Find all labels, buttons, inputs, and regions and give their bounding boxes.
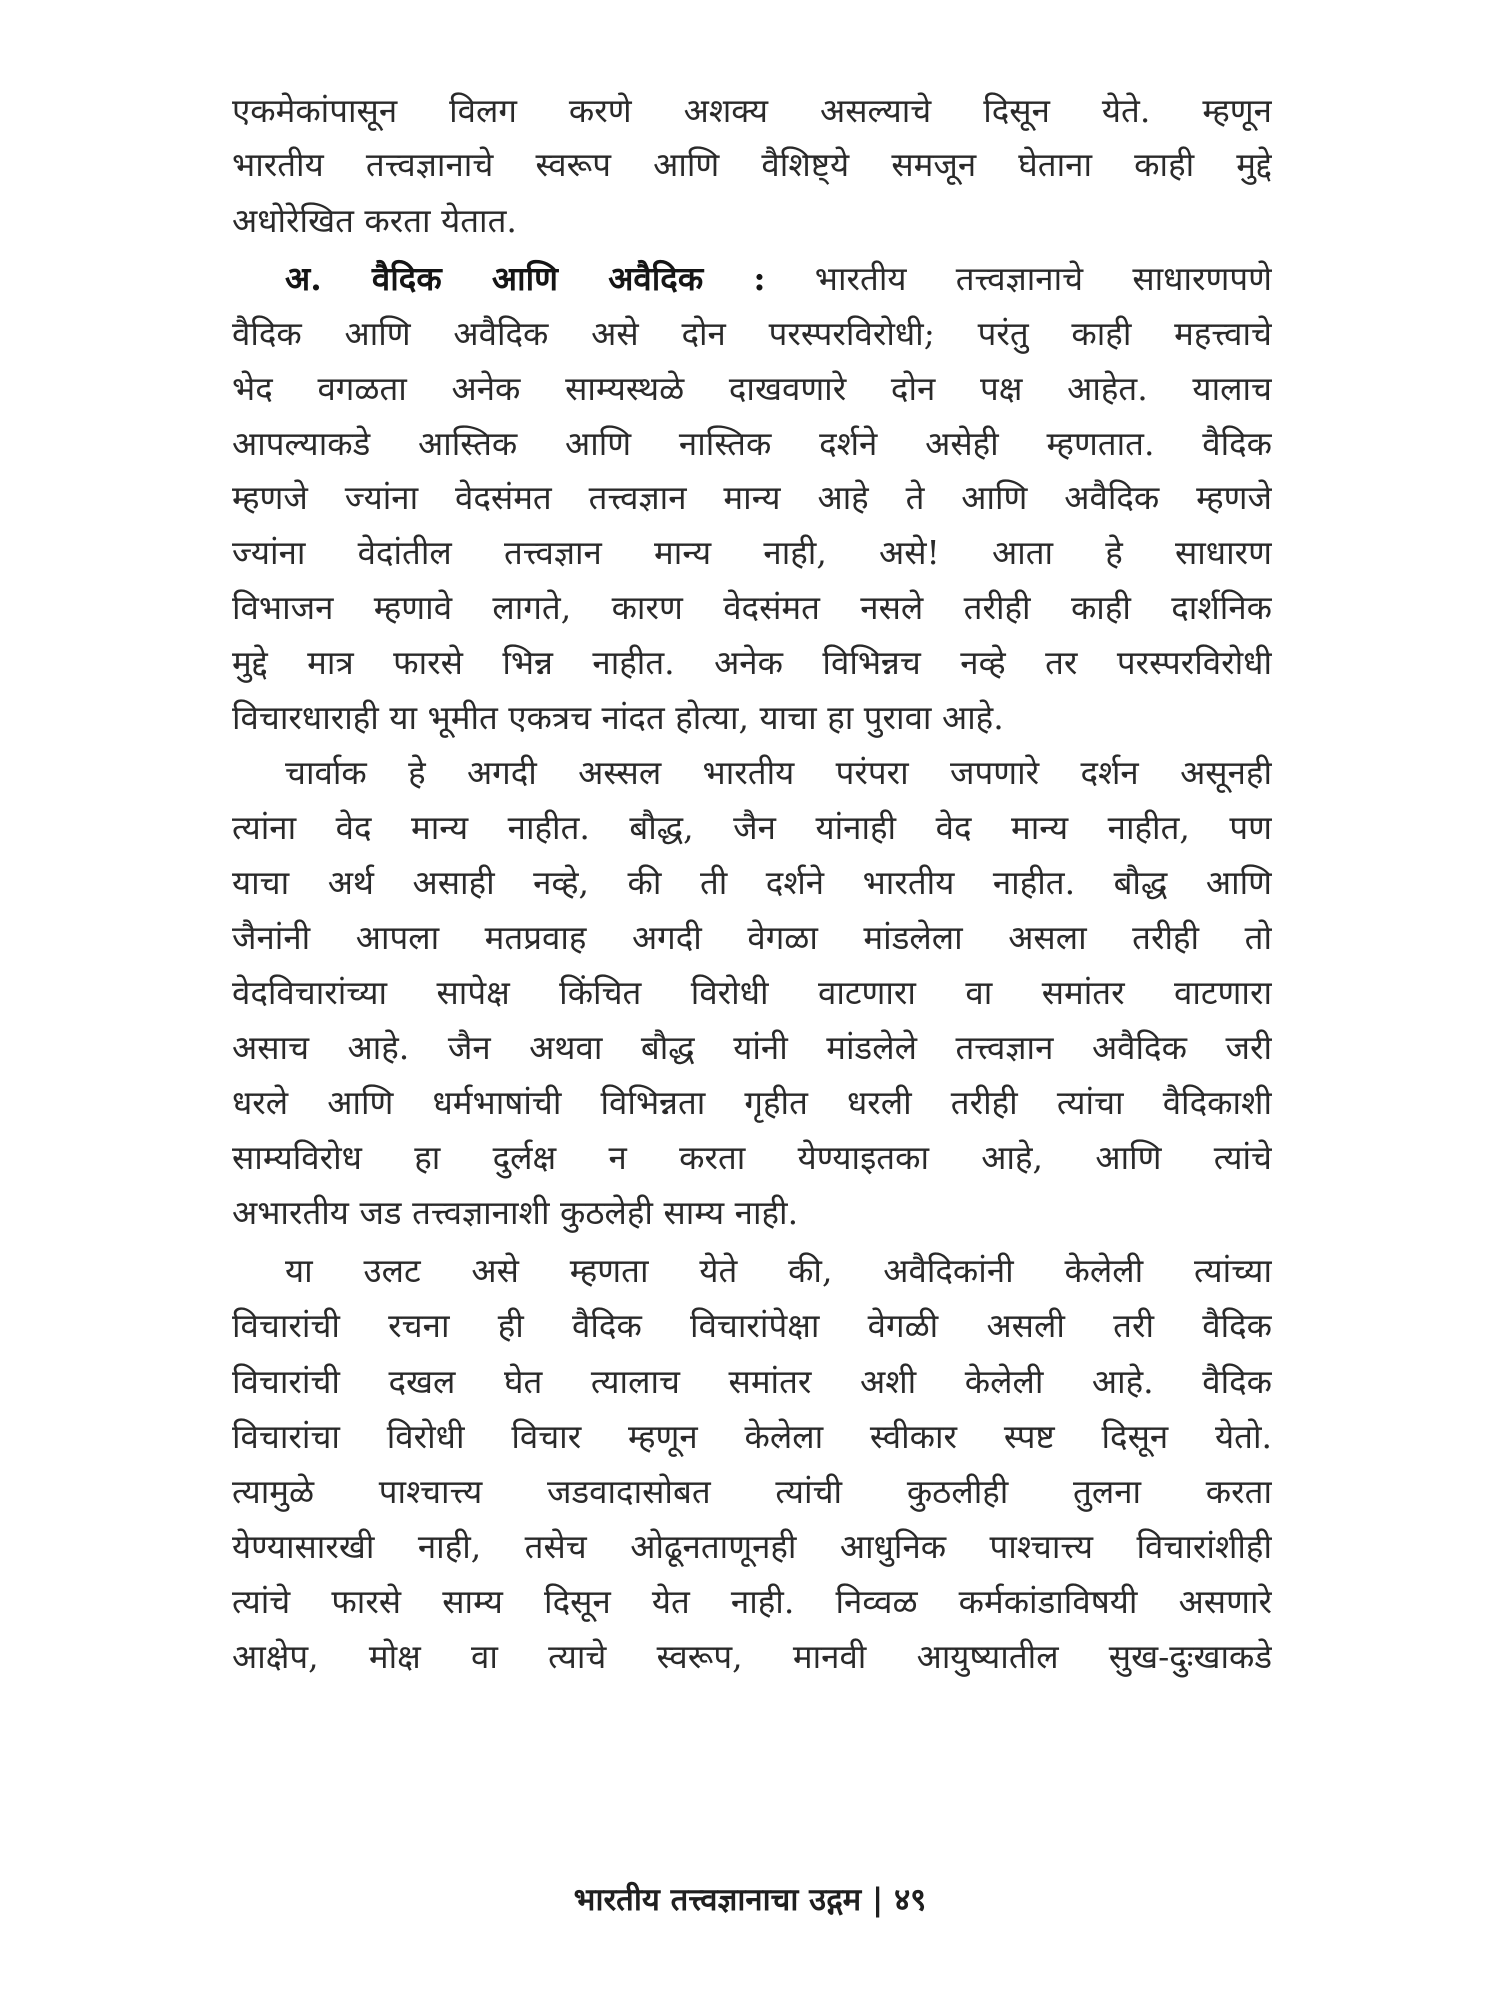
text-line: म्हणजे ज्यांना वेदसंमत तत्त्वज्ञान मान्य आहे ते आणि अवैदिक म्हणजे xyxy=(232,478,1272,517)
text-line: धरले आणि धर्मभाषांची विभिन्नता गृहीत धरली तरीही त्यांचा वैदिकाशी xyxy=(232,1083,1272,1122)
text-line: एकमेकांपासून विलग करणे अशक्य असल्याचे दिसून येते. म्हणून xyxy=(232,91,1272,130)
text-line: अधोरेखित करता येतात. xyxy=(232,201,517,240)
text-line: आपल्याकडे आस्तिक आणि नास्तिक दर्शने असेही म्हणतात. वैदिक xyxy=(232,424,1272,463)
text-line: त्यामुळे पाश्चात्त्य जडवादासोबत त्यांची कुठलीही तुलना करता xyxy=(232,1472,1272,1511)
text-line: या उलट असे म्हणता येते की, अवैदिकांनी केलेली त्यांच्या xyxy=(285,1251,1272,1290)
text-line: साम्यविरोध हा दुर्लक्ष न करता येण्याइतका आहे, आणि त्यांचे xyxy=(232,1138,1272,1177)
text-line: विचारांचा विरोधी विचार म्हणून केलेला स्वीकार स्पष्ट दिसून येतो. xyxy=(232,1417,1272,1456)
text-line: भेद वगळता अनेक साम्यस्थळे दाखवणारे दोन पक्ष आहेत. यालाच xyxy=(232,369,1272,408)
text-line: त्यांचे फारसे साम्य दिसून येत नाही. निव्वळ कर्मकांडाविषयी असणारे xyxy=(232,1582,1272,1621)
text-line: विभाजन म्हणावे लागते, कारण वेदसंमत नसले तरीही काही दार्शनिक xyxy=(232,588,1272,627)
text-line: येण्यासारखी नाही, तसेच ओढूनताणूनही आधुनिक पाश्चात्त्य विचारांशीही xyxy=(232,1527,1272,1566)
text-line: अभारतीय जड तत्त्वज्ञानाशी कुठलेही साम्य नाही. xyxy=(232,1193,799,1232)
text-line: चार्वाक हे अगदी अस्सल भारतीय परंपरा जपणारे दर्शन असूनही xyxy=(285,753,1272,792)
page-footer: भारतीय तत्त्वज्ञानाचा उद्गम | ४९ xyxy=(573,1882,927,1918)
text-line: याचा अर्थ असाही नव्हे, की ती दर्शने भारतीय नाहीत. बौद्ध आणि xyxy=(232,863,1272,902)
text-line: विचारांची दखल घेत त्यालाच समांतर अशी केलेली आहे. वैदिक xyxy=(232,1362,1272,1401)
text-line: असाच आहे. जैन अथवा बौद्ध यांनी मांडलेले तत्त्वज्ञान अवैदिक जरी xyxy=(232,1028,1272,1067)
text-line: जैनांनी आपला मतप्रवाह अगदी वेगळा मांडलेला असला तरीही तो xyxy=(232,918,1272,957)
section-heading: अ. वैदिक आणि अवैदिक : xyxy=(285,259,766,298)
text-line: वेदविचारांच्या सापेक्ष किंचित विरोधी वाटणारा वा समांतर वाटणारा xyxy=(232,973,1272,1012)
text-line: मुद्दे मात्र फारसे भिन्न नाहीत. अनेक विभिन्नच नव्हे तर परस्परविरोधी xyxy=(232,643,1272,682)
text-line: भारतीय तत्त्वज्ञानाचे स्वरूप आणि वैशिष्ट्ये समजून घेताना काही मुद्दे xyxy=(232,145,1272,184)
section-heading-line xyxy=(285,257,1272,301)
text-line: विचारांची रचना ही वैदिक विचारांपेक्षा वेगळी असली तरी वैदिक xyxy=(232,1306,1272,1345)
text-line: आक्षेप, मोक्ष वा त्याचे स्वरूप, मानवी आयुष्यातील सुख-दुःखाकडे xyxy=(232,1637,1272,1676)
text-line: वैदिक आणि अवैदिक असे दोन परस्परविरोधी; परंतु काही महत्त्वाचे xyxy=(232,314,1272,353)
text-line: ज्यांना वेदांतील तत्त्वज्ञान मान्य नाही, असे! आता हे साधारण xyxy=(232,533,1272,572)
text-line: भारतीय तत्त्वज्ञानाचे साधारणपणे xyxy=(814,259,1272,298)
text-line: त्यांना वेद मान्य नाहीत. बौद्ध, जैन यांनाही वेद मान्य नाहीत, पण xyxy=(232,808,1272,847)
text-line: विचारधाराही या भूमीत एकत्रच नांदत होत्या, याचा हा पुरावा आहे. xyxy=(232,698,1004,737)
